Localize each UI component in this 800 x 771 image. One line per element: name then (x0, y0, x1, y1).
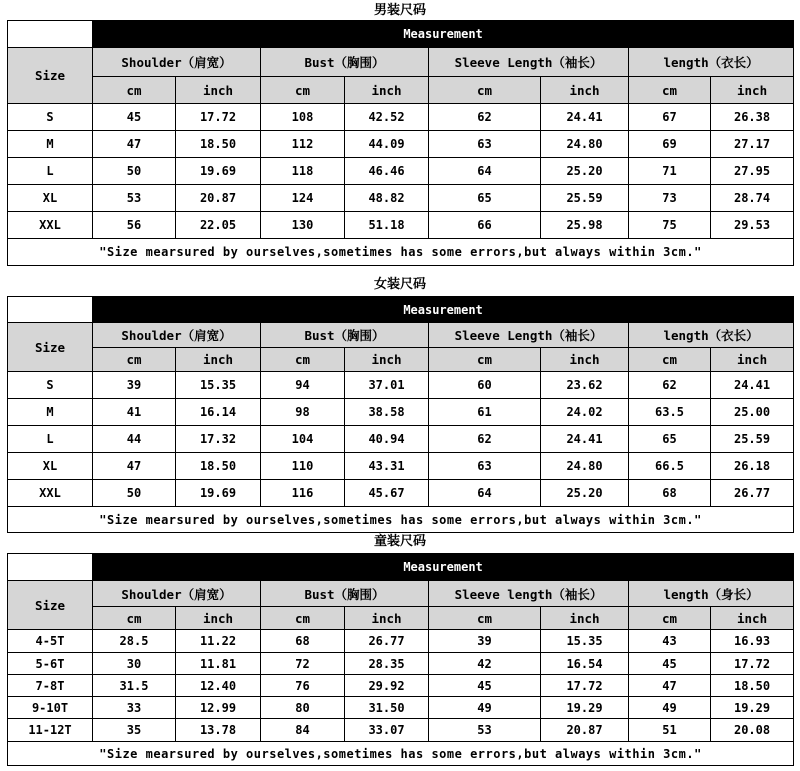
value-cell: 17.72 (176, 104, 261, 131)
value-cell: 19.69 (176, 158, 261, 185)
value-cell: 45 (429, 675, 541, 697)
value-cell: 49 (629, 697, 711, 719)
value-cell: 80 (261, 697, 345, 719)
unit-header: inch (541, 607, 629, 630)
value-cell: 98 (261, 399, 345, 426)
value-cell: 33 (93, 697, 176, 719)
value-cell: 75 (629, 212, 711, 239)
value-cell: 42 (429, 653, 541, 675)
value-cell: 94 (261, 372, 345, 399)
unit-header: cm (93, 77, 176, 104)
unit-header: inch (711, 607, 794, 630)
value-cell: 39 (429, 630, 541, 653)
value-cell: 56 (93, 212, 176, 239)
table-row (8, 158, 794, 185)
value-cell: 26.77 (345, 630, 429, 653)
unit-header: inch (541, 348, 629, 372)
value-cell: 17.72 (711, 653, 794, 675)
table-row (8, 653, 794, 675)
value-cell: 24.41 (541, 104, 629, 131)
unit-header: cm (629, 348, 711, 372)
value-cell: 15.35 (176, 372, 261, 399)
size-cell: M (8, 399, 93, 426)
unit-header: inch (176, 77, 261, 104)
value-cell: 66.5 (629, 453, 711, 480)
value-cell: 45.67 (345, 480, 429, 507)
value-cell: 22.05 (176, 212, 261, 239)
unit-header: inch (711, 77, 794, 104)
unit-header: cm (429, 77, 541, 104)
value-cell: 24.80 (541, 131, 629, 158)
unit-header: cm (261, 348, 345, 372)
size-column-header: Size (8, 48, 93, 104)
size-cell: XL (8, 453, 93, 480)
value-cell: 71 (629, 158, 711, 185)
value-cell: 112 (261, 131, 345, 158)
size-column-header: Size (8, 581, 93, 630)
value-cell: 28.5 (93, 630, 176, 653)
length-header: length（衣长） (629, 48, 794, 77)
table-row (8, 697, 794, 719)
shoulder-header: Shoulder（肩宽） (93, 323, 261, 348)
value-cell: 66 (429, 212, 541, 239)
value-cell: 24.80 (541, 453, 629, 480)
value-cell: 124 (261, 185, 345, 212)
value-cell: 30 (93, 653, 176, 675)
value-cell: 40.94 (345, 426, 429, 453)
value-cell: 39 (93, 372, 176, 399)
unit-header: cm (429, 348, 541, 372)
table-row (8, 185, 794, 212)
value-cell: 73 (629, 185, 711, 212)
value-cell: 76 (261, 675, 345, 697)
sleeve-length-header: Sleeve length（袖长） (429, 581, 629, 607)
size-cell: 9-10T (8, 697, 93, 719)
value-cell: 64 (429, 480, 541, 507)
value-cell: 51.18 (345, 212, 429, 239)
size-cell: S (8, 372, 93, 399)
value-cell: 44.09 (345, 131, 429, 158)
value-cell: 67 (629, 104, 711, 131)
measurement-header: Measurement (93, 554, 794, 581)
unit-header: cm (93, 607, 176, 630)
measurement-note: "Size mearsured by ourselves,sometimes has some errors,but always within 3cm." (8, 507, 794, 533)
unit-header: cm (261, 607, 345, 630)
table-row (8, 630, 794, 653)
sleeve-length-header: Sleeve Length（袖长） (429, 323, 629, 348)
value-cell: 18.50 (711, 675, 794, 697)
value-cell: 62 (629, 372, 711, 399)
value-cell: 31.5 (93, 675, 176, 697)
value-cell: 12.99 (176, 697, 261, 719)
value-cell: 19.29 (711, 697, 794, 719)
value-cell: 65 (429, 185, 541, 212)
value-cell: 46.46 (345, 158, 429, 185)
value-cell: 51 (629, 719, 711, 742)
bust-header: Bust（胸围） (261, 581, 429, 607)
value-cell: 104 (261, 426, 345, 453)
value-cell: 12.40 (176, 675, 261, 697)
value-cell: 45 (629, 653, 711, 675)
value-cell: 27.95 (711, 158, 794, 185)
unit-header: cm (629, 77, 711, 104)
bust-header: Bust（胸围） (261, 323, 429, 348)
value-cell: 16.93 (711, 630, 794, 653)
sleeve-length-header: Sleeve Length（袖长） (429, 48, 629, 77)
value-cell: 69 (629, 131, 711, 158)
value-cell: 48.82 (345, 185, 429, 212)
table-row (8, 131, 794, 158)
value-cell: 47 (629, 675, 711, 697)
value-cell: 28.35 (345, 653, 429, 675)
value-cell: 16.14 (176, 399, 261, 426)
women-size-table (7, 296, 794, 533)
men-size-table (7, 20, 794, 266)
value-cell: 53 (93, 185, 176, 212)
size-cell: L (8, 158, 93, 185)
table-row (8, 399, 794, 426)
table-row (8, 104, 794, 131)
value-cell: 29.92 (345, 675, 429, 697)
value-cell: 49 (429, 697, 541, 719)
value-cell: 25.59 (541, 185, 629, 212)
value-cell: 13.78 (176, 719, 261, 742)
value-cell: 43 (629, 630, 711, 653)
size-cell: S (8, 104, 93, 131)
value-cell: 27.17 (711, 131, 794, 158)
value-cell: 68 (261, 630, 345, 653)
value-cell: 110 (261, 453, 345, 480)
value-cell: 26.18 (711, 453, 794, 480)
length-header: length（衣长） (629, 323, 794, 348)
value-cell: 64 (429, 158, 541, 185)
value-cell: 62 (429, 426, 541, 453)
value-cell: 15.35 (541, 630, 629, 653)
value-cell: 25.98 (541, 212, 629, 239)
value-cell: 20.87 (176, 185, 261, 212)
corner-cell (8, 297, 93, 323)
value-cell: 43.31 (345, 453, 429, 480)
value-cell: 65 (629, 426, 711, 453)
table-row (8, 719, 794, 742)
value-cell: 68 (629, 480, 711, 507)
value-cell: 19.29 (541, 697, 629, 719)
value-cell: 41 (93, 399, 176, 426)
table-row (8, 480, 794, 507)
value-cell: 17.72 (541, 675, 629, 697)
value-cell: 26.38 (711, 104, 794, 131)
value-cell: 42.52 (345, 104, 429, 131)
value-cell: 63.5 (629, 399, 711, 426)
value-cell: 37.01 (345, 372, 429, 399)
shoulder-header: Shoulder（肩宽） (93, 48, 261, 77)
value-cell: 17.32 (176, 426, 261, 453)
measurement-note: "Size mearsured by ourselves,sometimes has some errors,but always within 3cm." (8, 742, 794, 766)
value-cell: 118 (261, 158, 345, 185)
value-cell: 31.50 (345, 697, 429, 719)
value-cell: 108 (261, 104, 345, 131)
unit-header: inch (345, 77, 429, 104)
unit-header: inch (345, 348, 429, 372)
value-cell: 24.02 (541, 399, 629, 426)
size-cell: 7-8T (8, 675, 93, 697)
value-cell: 53 (429, 719, 541, 742)
value-cell: 11.81 (176, 653, 261, 675)
value-cell: 47 (93, 453, 176, 480)
size-cell: XXL (8, 480, 93, 507)
value-cell: 130 (261, 212, 345, 239)
value-cell: 62 (429, 104, 541, 131)
value-cell: 60 (429, 372, 541, 399)
value-cell: 25.20 (541, 480, 629, 507)
size-column-header: Size (8, 323, 93, 372)
value-cell: 18.50 (176, 453, 261, 480)
table-row (8, 675, 794, 697)
value-cell: 11.22 (176, 630, 261, 653)
value-cell: 50 (93, 480, 176, 507)
value-cell: 28.74 (711, 185, 794, 212)
value-cell: 24.41 (541, 426, 629, 453)
women-size-title: 女装尺码 (373, 277, 426, 292)
corner-cell (8, 21, 93, 48)
men-size-title: 男装尺码 (373, 3, 426, 18)
kids-size-table (7, 553, 794, 766)
value-cell: 20.87 (541, 719, 629, 742)
value-cell: 25.20 (541, 158, 629, 185)
value-cell: 18.50 (176, 131, 261, 158)
value-cell: 63 (429, 453, 541, 480)
value-cell: 16.54 (541, 653, 629, 675)
size-cell: M (8, 131, 93, 158)
corner-cell (8, 554, 93, 581)
value-cell: 25.00 (711, 399, 794, 426)
value-cell: 45 (93, 104, 176, 131)
value-cell: 33.07 (345, 719, 429, 742)
value-cell: 35 (93, 719, 176, 742)
table-row (8, 453, 794, 480)
value-cell: 84 (261, 719, 345, 742)
table-row (8, 426, 794, 453)
value-cell: 72 (261, 653, 345, 675)
value-cell: 24.41 (711, 372, 794, 399)
bust-header: Bust（胸围） (261, 48, 429, 77)
value-cell: 26.77 (711, 480, 794, 507)
unit-header: inch (176, 607, 261, 630)
unit-header: cm (261, 77, 345, 104)
size-cell: 11-12T (8, 719, 93, 742)
measurement-header: Measurement (93, 297, 794, 323)
size-cell: 5-6T (8, 653, 93, 675)
unit-header: cm (629, 607, 711, 630)
table-row (8, 372, 794, 399)
unit-header: inch (711, 348, 794, 372)
size-cell: XL (8, 185, 93, 212)
size-cell: L (8, 426, 93, 453)
size-cell: XXL (8, 212, 93, 239)
unit-header: cm (429, 607, 541, 630)
value-cell: 20.08 (711, 719, 794, 742)
value-cell: 38.58 (345, 399, 429, 426)
measurement-note: "Size mearsured by ourselves,sometimes has some errors,but always within 3cm." (8, 239, 794, 266)
value-cell: 50 (93, 158, 176, 185)
unit-header: inch (176, 348, 261, 372)
value-cell: 25.59 (711, 426, 794, 453)
table-row (8, 212, 794, 239)
length-header: length（身长） (629, 581, 794, 607)
value-cell: 19.69 (176, 480, 261, 507)
value-cell: 23.62 (541, 372, 629, 399)
measurement-header: Measurement (93, 21, 794, 48)
value-cell: 47 (93, 131, 176, 158)
value-cell: 61 (429, 399, 541, 426)
unit-header: inch (541, 77, 629, 104)
shoulder-header: Shoulder（肩宽） (93, 581, 261, 607)
value-cell: 29.53 (711, 212, 794, 239)
value-cell: 63 (429, 131, 541, 158)
unit-header: inch (345, 607, 429, 630)
value-cell: 44 (93, 426, 176, 453)
value-cell: 116 (261, 480, 345, 507)
unit-header: cm (93, 348, 176, 372)
size-cell: 4-5T (8, 630, 93, 653)
kids-size-title: 童装尺码 (373, 534, 426, 549)
